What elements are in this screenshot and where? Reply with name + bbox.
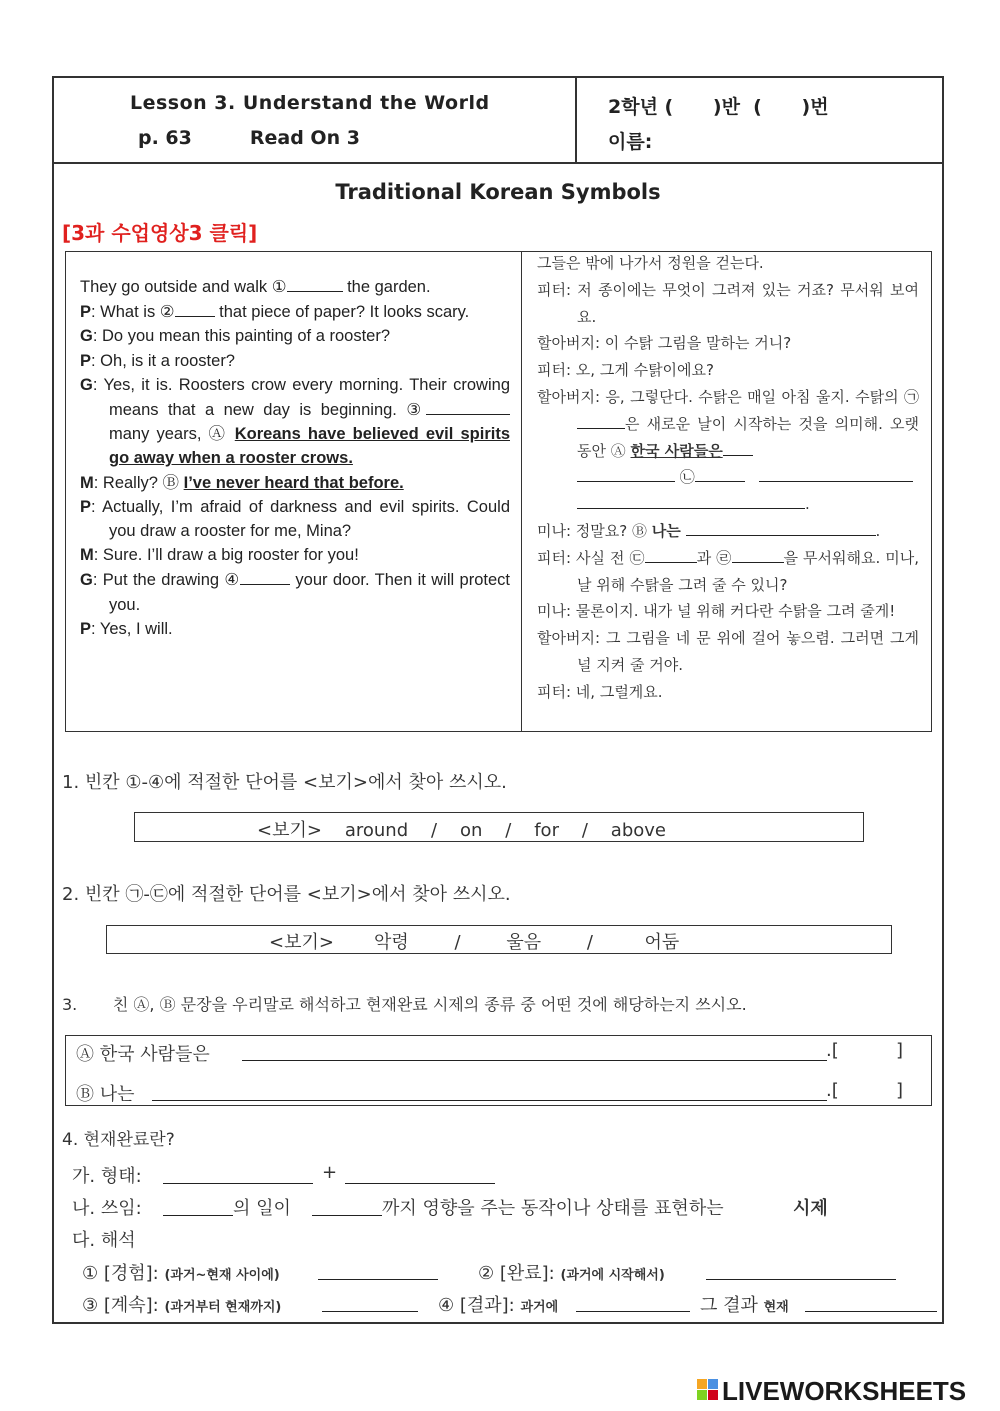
experience-label: ① [경험]: (과거~현재 사이에) — [82, 1263, 280, 1284]
form-blank-2[interactable] — [345, 1183, 495, 1184]
answer-line[interactable] — [577, 464, 675, 482]
page-info: p. 63 Read On 3 — [138, 127, 360, 149]
korean-dialogue — [537, 250, 919, 706]
question-1: 1. 빈칸 ①-④에 적절한 단어를 <보기>에서 찾아 쓰시오. — [62, 772, 507, 793]
result-text: 그 결과 현재 — [700, 1295, 789, 1316]
lesson-title: Lesson 3. Understand the World — [130, 92, 490, 114]
korean-line: 미나: 정말요? Ⓑ 나는 . — [537, 518, 919, 545]
usage-text-2: 까지 영향을 주는 동작이나 상태를 표현하는 — [382, 1198, 724, 1219]
continuation-label: ③ [계속]: (과거부터 현재까지) — [82, 1295, 282, 1316]
word-bank-2: <보기> 악령 / 울음 / 어둠 — [106, 925, 892, 954]
dialogue-line: G: Put the drawing ④ your door. Then it will protect you. — [80, 567, 510, 616]
usage-text-3: 시제 — [793, 1198, 828, 1219]
dialogue-line: P: Actually, I’m afraid of darkness and evil spirits. Could you draw a rooster for me, Mina? — [80, 497, 510, 541]
korean-line: 피터: 네, 그럴게요. — [537, 682, 663, 701]
blank-4[interactable] — [240, 567, 290, 585]
dialogue-line: P: What is ② that piece of paper? It looks scary. — [80, 299, 510, 324]
answer-b-line[interactable] — [152, 1100, 827, 1101]
usage-blank-1[interactable] — [163, 1215, 233, 1216]
usage-text-1: 의 일이 — [233, 1198, 291, 1219]
plus-sign: + — [322, 1162, 338, 1183]
blank-2[interactable] — [175, 299, 215, 317]
korean-line: 피터: 저 종이에는 무엇이 그려져 있는 거죠? 무서워 보여요. — [537, 280, 919, 326]
dialogue-line: G: Do you mean this painting of a rooster? — [80, 327, 391, 346]
dialogue-line: P: Oh, is it a rooster? — [80, 351, 235, 370]
interpretation-label: 다. 해석 — [72, 1230, 136, 1251]
blank-3[interactable] — [426, 397, 510, 415]
dialogue-line: They go outside and walk ① the garden. — [80, 274, 510, 299]
continuation-blank[interactable] — [322, 1311, 418, 1312]
form-label: 가. 형태: — [72, 1166, 142, 1187]
korean-line: 피터: 오, 그게 수탉이에요? — [537, 361, 714, 380]
video-link[interactable]: [3과 수업영상3 클릭] — [62, 221, 258, 245]
header-vertical-divider — [575, 76, 577, 162]
sentence-a: Koreans have believed evil spirits go away when a rooster crows. — [109, 425, 510, 468]
result-blank-1[interactable] — [576, 1311, 690, 1312]
answer-b-label: Ⓑ 나는 — [76, 1084, 135, 1105]
answer-b-bracket[interactable]: .[ ] — [826, 1080, 903, 1101]
liveworksheets-logo: LIVEWORKSHEETS — [722, 1376, 967, 1406]
liveworksheets-logo-icon — [697, 1379, 719, 1401]
korean-line: 할아버지: 그 그림을 네 문 위에 걸어 놓으렴. 그러면 그게 널 지켜 줄 거야. — [537, 629, 919, 674]
answer-a-label: Ⓐ 한국 사람들은 — [76, 1044, 210, 1065]
english-dialogue — [80, 274, 510, 641]
blank-nieun[interactable] — [695, 464, 745, 482]
worksheet-title: Traditional Korean Symbols — [335, 180, 661, 204]
blank-1[interactable] — [287, 274, 343, 292]
korean-line: 미나: 물론이지. 내가 널 위해 커다란 수탉을 그려 줄게! — [537, 602, 896, 621]
question-3: 3. 친 Ⓐ, Ⓑ 문장을 우리말로 해석하고 현재완료 시제의 종류 중 어떤 것에 해당하는지 쓰시오. — [62, 995, 747, 1014]
dialogue-line: P: Yes, I will. — [80, 619, 173, 638]
completion-blank[interactable] — [706, 1279, 896, 1280]
question-2: 2. 빈칸 ㉠-㉢에 적절한 단어를 <보기>에서 찾아 쓰시오. — [62, 884, 511, 905]
blank-nieun-2[interactable] — [732, 545, 784, 563]
usage-label: 나. 쓰임: — [72, 1198, 142, 1219]
blank-digeut[interactable] — [645, 545, 697, 563]
dialogue-line: M: Sure. I’ll draw a big rooster for you! — [80, 546, 359, 565]
form-blank-1[interactable] — [163, 1183, 313, 1184]
result-blank-2[interactable] — [805, 1311, 937, 1312]
experience-blank[interactable] — [318, 1279, 438, 1280]
word-bank-1: <보기> around / on / for / above — [134, 812, 864, 842]
korean-line: 할아버지: 이 수탉 그림을 말하는 거니? — [537, 334, 792, 353]
answer-line[interactable] — [759, 464, 913, 482]
result-label: ④ [결과]: 과거에 — [438, 1295, 559, 1316]
blank-giyeok[interactable] — [577, 411, 625, 429]
grade-class-number: 2학년 ( )반 ( )번 — [608, 96, 829, 118]
answer-line[interactable] — [686, 518, 876, 536]
korean-line: 할아버지: 응, 그렇단다. 수탉은 매일 아침 울지. 수탉의 ㉠은 새로운 날이 시작하는 것을 의미해. 오랫동안 Ⓐ 한국 사람들은 ㉡ . — [537, 387, 919, 514]
sentence-b: I’ve never heard that before. — [183, 473, 404, 492]
name-label: 이름: — [608, 131, 653, 153]
header-divider — [52, 162, 944, 164]
dialogue-line: G: Yes, it is. Roosters crow every morning. Their crowing means that a new day is beginning. ③ many years, Ⓐ Koreans have believed evil spirits go away when a rooster crows. — [80, 375, 510, 468]
dialogue-line: M: Really? Ⓑ I’ve never heard that before. — [80, 473, 404, 492]
completion-label: ② [완료]: (과거에 시작해서) — [478, 1263, 665, 1284]
answer-line[interactable] — [577, 491, 805, 509]
answer-a-line[interactable] — [242, 1060, 827, 1061]
question-4: 4. 현재완료란? — [62, 1130, 175, 1150]
korean-line: 그들은 밖에 나가서 정원을 걷는다. — [537, 254, 764, 272]
dialogue-divider — [521, 251, 522, 732]
answer-a-bracket[interactable]: .[ ] — [826, 1040, 903, 1061]
usage-blank-2[interactable] — [312, 1215, 382, 1216]
read-on-label: Read On 3 — [249, 127, 360, 149]
korean-line: 피터: 사실 전 ㉢ 과 ㉣ 을 무서워해요. 미나, 날 위해 수탉을 그려 줄 수 있니? — [537, 545, 919, 599]
